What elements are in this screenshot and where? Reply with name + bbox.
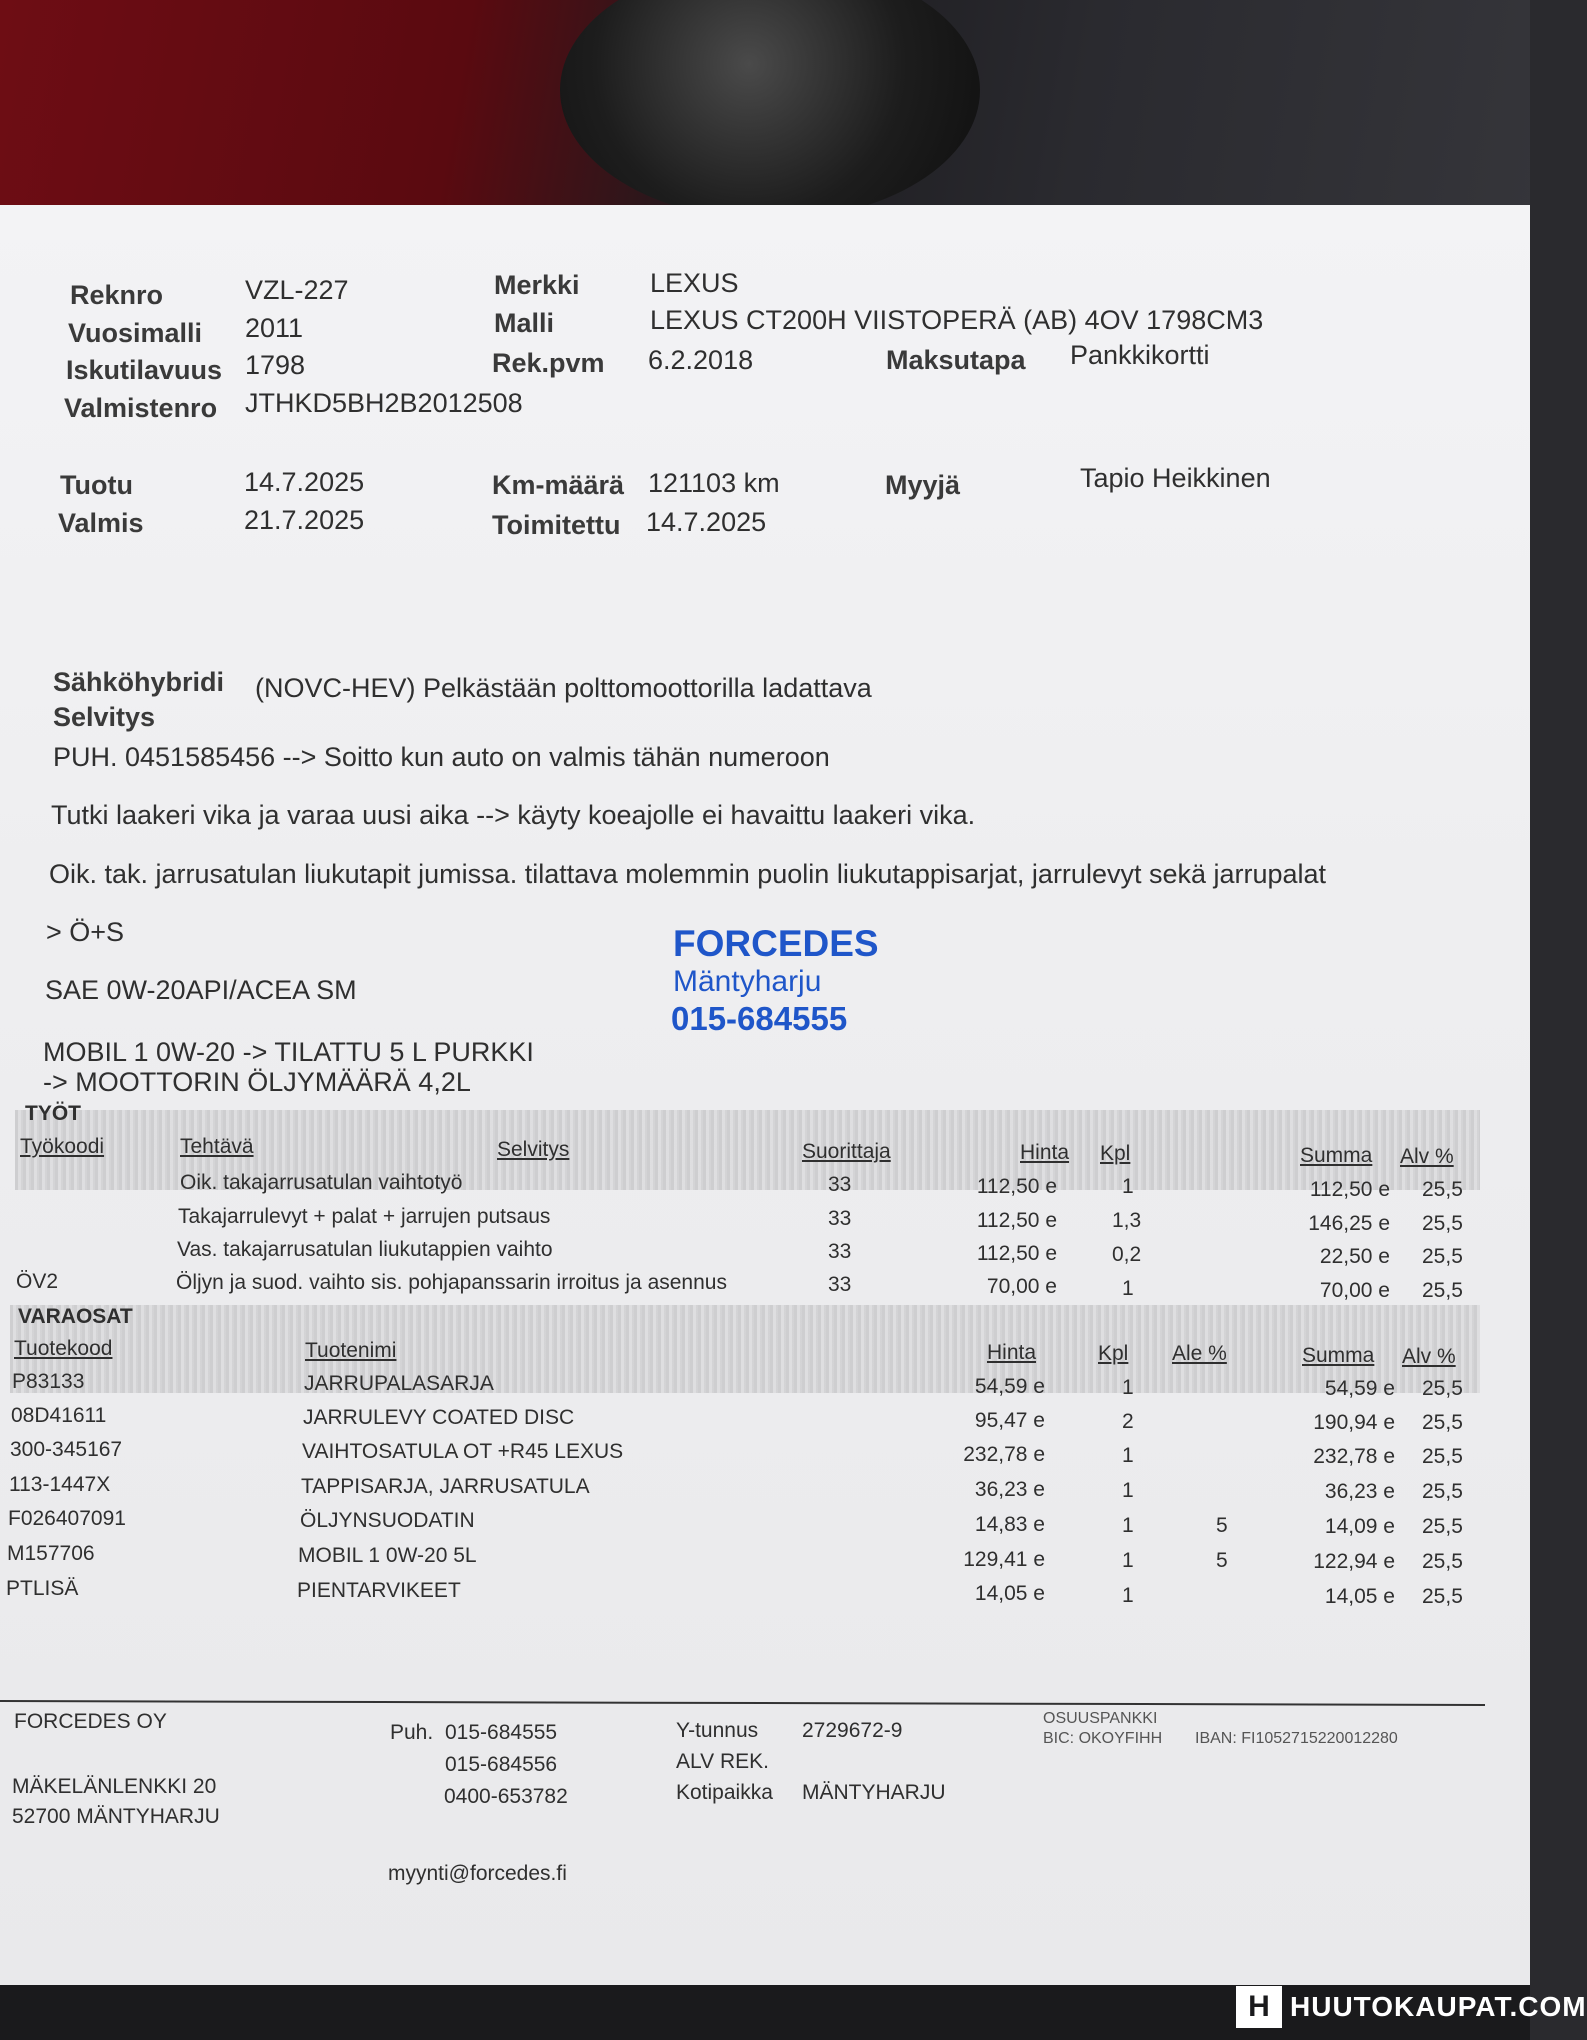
part-name: TAPPISARJA, JARRUSATULA xyxy=(301,1475,590,1498)
part-sum: 190,94 e xyxy=(1313,1411,1395,1434)
varaosat-col-vat: Alv % xyxy=(1402,1345,1456,1368)
tyot-title: TYÖT xyxy=(25,1102,81,1125)
tyot-col-desc: Selvitys xyxy=(497,1138,570,1161)
myyja-label: Myyjä xyxy=(885,470,961,500)
tyot-row-vat: 25,5 xyxy=(1422,1212,1463,1235)
part-qty: 1 xyxy=(1122,1584,1134,1607)
invoice-paper xyxy=(0,205,1530,1985)
part-vat: 25,5 xyxy=(1422,1515,1463,1538)
km-value: 121103 km xyxy=(648,468,780,498)
tyot-row-price: 112,50 e xyxy=(976,1242,1057,1265)
footer-ytunnus: 2729672-9 xyxy=(802,1719,903,1742)
varaosat-col-code: Tuotekood xyxy=(14,1337,113,1360)
part-sum: 54,59 e xyxy=(1324,1377,1395,1400)
part-price: 232,78 e xyxy=(963,1443,1045,1466)
part-code: 300-345167 xyxy=(10,1438,123,1461)
tuotu-label: Tuotu xyxy=(60,470,133,500)
note-line-6: MOBIL 1 0W-20 -> TILATTU 5 L PURKKI xyxy=(43,1037,534,1067)
footer-phone-1: 015-684555 xyxy=(445,1721,558,1744)
tyot-row-price: 112,50 e xyxy=(976,1209,1057,1232)
part-vat: 25,5 xyxy=(1422,1377,1463,1400)
part-qty: 1 xyxy=(1122,1479,1134,1502)
part-name: JARRULEVY COATED DISC xyxy=(303,1406,575,1429)
part-qty: 2 xyxy=(1122,1410,1134,1433)
valmis-label: Valmis xyxy=(58,508,144,538)
tyot-row-sum: 70,00 e xyxy=(1319,1279,1390,1302)
footer-bic: BIC: OKOYFIHH xyxy=(1043,1730,1163,1747)
tyot-row-sum: 146,25 e xyxy=(1308,1212,1390,1235)
footer-phone-3: 0400-653782 xyxy=(444,1785,568,1808)
part-name: PIENTARVIKEET xyxy=(297,1579,461,1602)
tyot-row-task: Oik. takajarrusatulan vaihtotyö xyxy=(180,1171,463,1194)
maksutapa-label: Maksutapa xyxy=(886,345,1026,375)
part-name: VAIHTOSATULA OT +R45 LEXUS xyxy=(302,1440,624,1463)
tyot-col-code: Työkoodi xyxy=(20,1135,105,1158)
part-vat: 25,5 xyxy=(1422,1445,1463,1468)
valmis-value: 21.7.2025 xyxy=(244,505,365,535)
valmistenro-label: Valmistenro xyxy=(64,393,218,423)
vuosimalli-label: Vuosimalli xyxy=(68,318,203,348)
part-sum: 122,94 e xyxy=(1313,1550,1395,1573)
part-disc: 5 xyxy=(1216,1549,1228,1572)
footer-phone-label: Puh. xyxy=(390,1721,434,1744)
part-code: 08D41611 xyxy=(11,1404,107,1427)
part-disc: 5 xyxy=(1216,1514,1228,1537)
maksutapa-value: Pankkikortti xyxy=(1070,340,1210,370)
toimitettu-label: Toimitettu xyxy=(492,510,621,540)
varaosat-col-qty: Kpl xyxy=(1098,1342,1129,1365)
vehicle-type-label: Sähköhybridi xyxy=(53,667,225,697)
part-sum: 14,09 e xyxy=(1324,1515,1395,1538)
part-sum: 232,78 e xyxy=(1313,1445,1395,1468)
part-qty: 1 xyxy=(1122,1376,1134,1399)
tyot-col-performer: Suorittaja xyxy=(802,1140,891,1163)
part-name: MOBIL 1 0W-20 5L xyxy=(298,1544,477,1567)
footer-company: FORCEDES OY xyxy=(14,1710,167,1733)
note-line-5: SAE 0W-20API/ACEA SM xyxy=(45,975,357,1005)
part-qty: 1 xyxy=(1122,1444,1134,1467)
part-vat: 25,5 xyxy=(1422,1480,1463,1503)
reknro-label: Reknro xyxy=(70,280,164,310)
part-qty: 1 xyxy=(1122,1514,1134,1537)
watermark-text: HUUTOKAUPAT.COM xyxy=(1290,1991,1587,2022)
footer-iban: IBAN: FI1052715220012280 xyxy=(1195,1730,1398,1747)
tyot-col-price: Hinta xyxy=(1020,1141,1070,1164)
footer-email: myynti@forcedes.fi xyxy=(388,1862,567,1885)
part-sum: 14,05 e xyxy=(1324,1585,1395,1608)
tyot-row-qty: 1,3 xyxy=(1112,1209,1142,1232)
footer-street: MÄKELÄNLENKKI 20 xyxy=(12,1775,217,1798)
rekpvm-value: 6.2.2018 xyxy=(648,345,754,375)
footer-postal: 52700 MÄNTYHARJU xyxy=(12,1805,220,1828)
tyot-row-qty: 0,2 xyxy=(1112,1243,1142,1266)
note-line-4: > Ö+S xyxy=(46,917,125,947)
footer-ytunnus-label: Y-tunnus xyxy=(676,1719,759,1742)
part-vat: 25,5 xyxy=(1422,1411,1463,1434)
tyot-row-vat: 25,5 xyxy=(1422,1245,1463,1268)
part-code: 113-1447X xyxy=(9,1473,111,1496)
tyot-row-qty: 1 xyxy=(1122,1175,1134,1198)
tyot-row-sum: 112,50 e xyxy=(1309,1178,1390,1201)
part-qty: 1 xyxy=(1122,1549,1134,1572)
tyot-row-price: 112,50 e xyxy=(976,1175,1057,1198)
part-price: 95,47 e xyxy=(974,1409,1045,1432)
note-line-7: -> MOOTTORIN ÖLJYMÄÄRÄ 4,2L xyxy=(43,1067,471,1097)
house-icon: H xyxy=(1236,1986,1282,2028)
part-price: 14,83 e xyxy=(974,1513,1045,1536)
toimitettu-value: 14.7.2025 xyxy=(646,507,767,537)
tyot-row-task: Vas. takajarrusatulan liukutappien vaihto xyxy=(177,1238,553,1261)
footer-kotipaikka: MÄNTYHARJU xyxy=(802,1781,946,1804)
varaosat-col-name: Tuotenimi xyxy=(305,1339,397,1362)
tyot-row-task: Takajarrulevyt + palat + jarrujen putsaus xyxy=(178,1205,551,1228)
merkki-label: Merkki xyxy=(494,270,580,300)
stamp-phone: 015-684555 xyxy=(671,1000,848,1037)
stamp-city: Mäntyharju xyxy=(673,965,822,998)
reknro-value: VZL-227 xyxy=(245,275,349,305)
tyot-row-performer: 33 xyxy=(828,1173,852,1196)
footer-bank: OSUUSPANKKI xyxy=(1043,1710,1158,1727)
selvitys-label: Selvitys xyxy=(53,702,156,732)
tyot-col-vat: Alv % xyxy=(1400,1145,1454,1168)
tyot-row-code: ÖV2 xyxy=(16,1270,59,1293)
part-code: P83133 xyxy=(12,1370,85,1393)
part-price: 14,05 e xyxy=(974,1582,1045,1605)
varaosat-title: VARAOSAT xyxy=(18,1305,133,1328)
tuotu-value: 14.7.2025 xyxy=(244,467,365,497)
varaosat-col-price: Hinta xyxy=(987,1341,1037,1364)
tyot-col-qty: Kpl xyxy=(1100,1142,1131,1165)
tyot-col-task: Tehtävä xyxy=(180,1135,254,1158)
tyot-row-qty: 1 xyxy=(1122,1277,1134,1300)
part-name: JARRUPALASARJA xyxy=(304,1372,494,1395)
malli-value: LEXUS CT200H VIISTOPERÄ (AB) 4OV 1798CM3 xyxy=(650,305,1264,335)
part-name: ÖLJYNSUODATIN xyxy=(300,1509,475,1532)
part-price: 54,59 e xyxy=(974,1375,1045,1398)
part-sum: 36,23 e xyxy=(1324,1480,1395,1503)
part-vat: 25,5 xyxy=(1422,1585,1463,1608)
part-price: 36,23 e xyxy=(974,1478,1045,1501)
footer-divider xyxy=(0,1700,1485,1706)
vuosimalli-value: 2011 xyxy=(245,313,304,343)
part-code: PTLISÄ xyxy=(6,1577,79,1600)
km-label: Km-määrä xyxy=(492,470,625,500)
merkki-value: LEXUS xyxy=(650,268,739,298)
valmistenro-value: JTHKD5BH2B2012508 xyxy=(245,388,523,418)
tyot-col-sum: Summa xyxy=(1300,1144,1373,1167)
note-line-2: Tutki laakeri vika ja varaa uusi aika --> käyty koeajolle ei havaittu laakeri vika. xyxy=(51,800,976,830)
part-vat: 25,5 xyxy=(1422,1550,1463,1573)
tyot-row-performer: 33 xyxy=(828,1273,852,1296)
part-code: F026407091 xyxy=(8,1507,126,1530)
tyot-row-vat: 25,5 xyxy=(1422,1279,1463,1302)
malli-label: Malli xyxy=(494,308,555,338)
part-price: 129,41 e xyxy=(963,1548,1045,1571)
stamp-company: FORCEDES xyxy=(673,923,879,964)
tyot-row-price: 70,00 e xyxy=(986,1275,1057,1298)
tyot-row-performer: 33 xyxy=(828,1240,852,1263)
varaosat-col-disc: Ale % xyxy=(1172,1342,1227,1365)
footer-phone-2: 015-684556 xyxy=(445,1753,558,1776)
note-line-3: Oik. tak. jarrusatulan liukutapit jumissa. tilattava molemmin puolin liukutappisarjat, jarrulevyt sekä jarrupalat xyxy=(49,859,1327,889)
footer-alv: ALV REK. xyxy=(676,1750,769,1773)
iskutilavuus-value: 1798 xyxy=(245,350,306,380)
tyot-row-sum: 22,50 e xyxy=(1319,1245,1390,1268)
note-line-1: PUH. 0451585456 --> Soitto kun auto on valmis tähän numeroon xyxy=(53,742,830,772)
vehicle-type-value: (NOVC-HEV) Pelkästään polttomoottorilla ladattava xyxy=(255,673,872,703)
myyja-value: Tapio Heikkinen xyxy=(1080,463,1271,493)
footer-kotipaikka-label: Kotipaikka xyxy=(676,1781,773,1804)
rekpvm-label: Rek.pvm xyxy=(492,348,605,378)
iskutilavuus-label: Iskutilavuus xyxy=(66,355,223,385)
tyot-row-vat: 25,5 xyxy=(1422,1178,1463,1201)
part-code: M157706 xyxy=(7,1542,95,1565)
varaosat-col-sum: Summa xyxy=(1302,1344,1375,1367)
tyot-row-performer: 33 xyxy=(828,1207,852,1230)
watermark-logo xyxy=(1236,1986,1587,2028)
tyot-row-task: Öljyn ja suod. vaihto sis. pohjapanssarin irroitus ja asennus xyxy=(176,1271,727,1294)
